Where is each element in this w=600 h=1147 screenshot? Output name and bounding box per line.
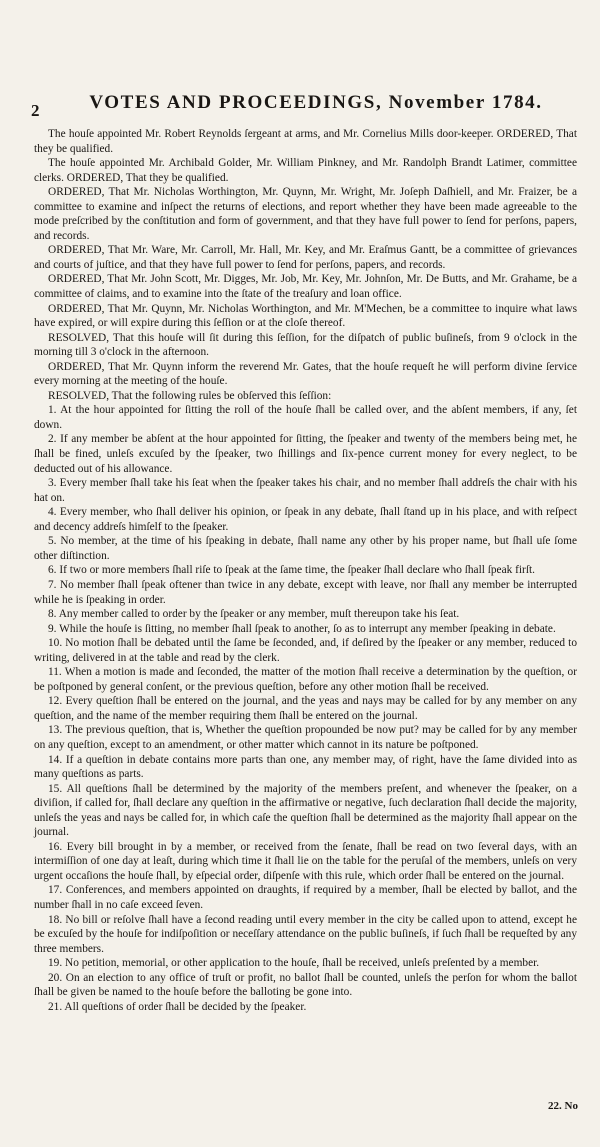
paragraph: The houſe appointed Mr. Archibald Golder, Mr. William Pinkney, and Mr. Randolph Brandt Latimer, committee clerks. ORDERED, That they be qualified.: [34, 157, 577, 184]
rule-item: 14. If a queſtion in debate contains more parts than one, any member may, of right, have the ſame divided into as many queſtions as parts.: [34, 753, 577, 781]
paragraph: RESOLVED, That this houſe will ſit during this ſeſſion, for the diſpatch of public buſineſs, from 9 o'clock in the morning till 3 o'clock in the afternoon.: [34, 331, 577, 359]
rule-item: 10. No motion ſhall be debated until the ſame be ſeconded, and, if deſired by the ſpeaker or any member, reduced to writing, delivered in at the table and read by the clerk.: [34, 637, 577, 664]
paragraph: The houſe appointed Mr. Robert Reynolds ſergeant at arms, and Mr. Cornelius Mills door-keeper. ORDERED, That they be qualified.: [34, 128, 577, 155]
rule-item: 6. If two or more members ſhall riſe to ſpeak at the ſame time, the ſpeaker ſhall declare who ſhall ſpeak firſt.: [48, 564, 535, 577]
rule-item: 4. Every member, who ſhall deliver his opinion, or ſpeak in any debate, ſhall ſtand up in his place, and with reſpect and decency addreſs himſelf to the ſpeaker.: [34, 506, 577, 533]
rule-item: 7. No member ſhall ſpeak oftener than twice in any debate, except with leave, nor ſhall any member be interrupted while he is ſpeaking in order.: [34, 578, 577, 606]
rule-item: 12. Every queſtion ſhall be entered on the journal, and the yeas and nays may be called for by any member on any queſtion, and the name of the member requiring them ſhall be entered on the journal.: [34, 695, 577, 722]
journal-body: [34, 127, 577, 1014]
rule-item: 11. When a motion is made and ſeconded, the matter of the motion ſhall receive a determination by the queſtion, or be poſtponed by general conſent, or the previous queſtion, before any other motion ſhall be received.: [34, 666, 577, 693]
rule-item: 19. No petition, memorial, or other application to the houſe, ſhall be received, unleſs preſented by a member.: [48, 957, 540, 970]
rule-item: 17. Conferences, and members appointed on draughts, if required by a member, ſhall be elected by ballot, and the number ſhall in no caſe exceed ſeven.: [34, 884, 577, 911]
rule-item: 8. Any member called to order by the ſpeaker or any member, muſt thereupon take his ſeat.: [48, 608, 460, 621]
rule-item: 18. No bill or reſolve ſhall have a ſecond reading until every member in the city be called upon to attend, except he be excuſed by the houſe for indiſpoſition or neceſſary attendance on the public buſineſs, if ſuch ſhall be requeſted by any three members.: [34, 913, 577, 955]
paragraph: RESOLVED, That the following rules be obſerved this ſeſſion:: [48, 389, 332, 402]
rule-item: 5. No member, at the time of his ſpeaking in debate, ſhall name any other by his proper name, but ſhall uſe ſome other diſtinction.: [34, 535, 577, 562]
paragraph: ORDERED, That Mr. Quynn, Mr. Nicholas Worthington, and Mr. M'Mechen, be a committee to inquire what laws have expired, or will expire during this ſeſſion or at the cloſe thereof.: [34, 302, 577, 330]
rule-item: 15. All queſtions ſhall be determined by the majority of the members preſent, and whenever the ſpeaker, on a diviſion, if called for, ſhall declare any queſtion in the affirmative or negative, ſuch declaration ſhall decide the majority, unleſs the yeas and nays be called for, in which caſe the queſtion ſhall be determined as the majority ſhall appear on the journal.: [34, 782, 577, 839]
rule-item: 21. All queſtions of order ſhall be decided by the ſpeaker.: [48, 1000, 307, 1013]
rule-item: 2. If any member be abſent at the hour appointed for ſitting, the ſpeaker and twenty of the members being met, he ſhall be fined, unleſs excuſed by the ſpeaker, two ſhillings and ſix-pence current money for every neglect, to be deducted out of his allowance.: [34, 433, 577, 475]
rule-item: 16. Every bill brought in by a member, or received from the ſenate, ſhall be read on two ſeveral days, with an intermiſſion of one day at leaſt, during which time it ſhall lie on the table for the peruſal of the members, unleſs on very urgent occaſions the houſe ſhall, by eſpecial order, diſpenſe with this rule, which order ſhall be entered on the journal.: [34, 840, 577, 882]
paragraph: ORDERED, That Mr. Quynn inform the reverend Mr. Gates, that the houſe requeſt he will perform divine ſervice every morning at the meeting of the houſe.: [34, 360, 577, 388]
paragraph: ORDERED, That Mr. Ware, Mr. Carroll, Mr. Hall, Mr. Key, and Mr. Eraſmus Gantt, be a committee of grievances and courts of juſtice, and that they have full power to ſend for perſons, papers, and records.: [34, 244, 577, 271]
rule-item: 1. At the hour appointed for ſitting the roll of the houſe ſhall be called over, and the abſent members, if any, ſet down.: [34, 404, 577, 431]
paragraph: ORDERED, That Mr. Nicholas Worthington, Mr. Quynn, Mr. Wright, Mr. Joſeph Daſhiell, and Mr. Fraizer, be a committee to examine and inſpect the returns of elections, and report whether they have been made agreeable to the mode preſcribed by the conſtitution and form of government, and that they have full power to ſend for perſons, papers, and records.: [34, 186, 577, 242]
rule-item: 20. On an election to any office of truſt or profit, no ballot ſhall be counted, unleſs the perſon for whom the ballot ſhall be given be named to the houſe before the balloting be gone into.: [34, 971, 577, 999]
rule-item: 3. Every member ſhall take his ſeat when the ſpeaker takes his chair, and no member ſhall addreſs the chair with his hat on.: [34, 477, 577, 504]
catchword: 22. No: [548, 1100, 578, 1112]
paragraph: ORDERED, That Mr. John Scott, Mr. Digges, Mr. Job, Mr. Key, Mr. Johnſon, Mr. De Butts, and Mr. Grahame, be a committee of claims, and to examine into the ſtate of the treaſury and loan office.: [34, 273, 577, 301]
rule-item: 9. While the houſe is ſitting, no member ſhall ſpeak to another, ſo as to interrupt any member ſpeaking in debate.: [48, 622, 556, 635]
rule-item: 13. The previous queſtion, that is, Whether the queſtion propounded be now put? may be called for by any member on any queſtion, except to an amendment, or other matter which cannot in its nature be poſtponed.: [34, 724, 577, 751]
running-title: VOTES AND PROCEEDINGS, November 1784.: [89, 92, 543, 113]
page-number: 2: [31, 101, 40, 120]
